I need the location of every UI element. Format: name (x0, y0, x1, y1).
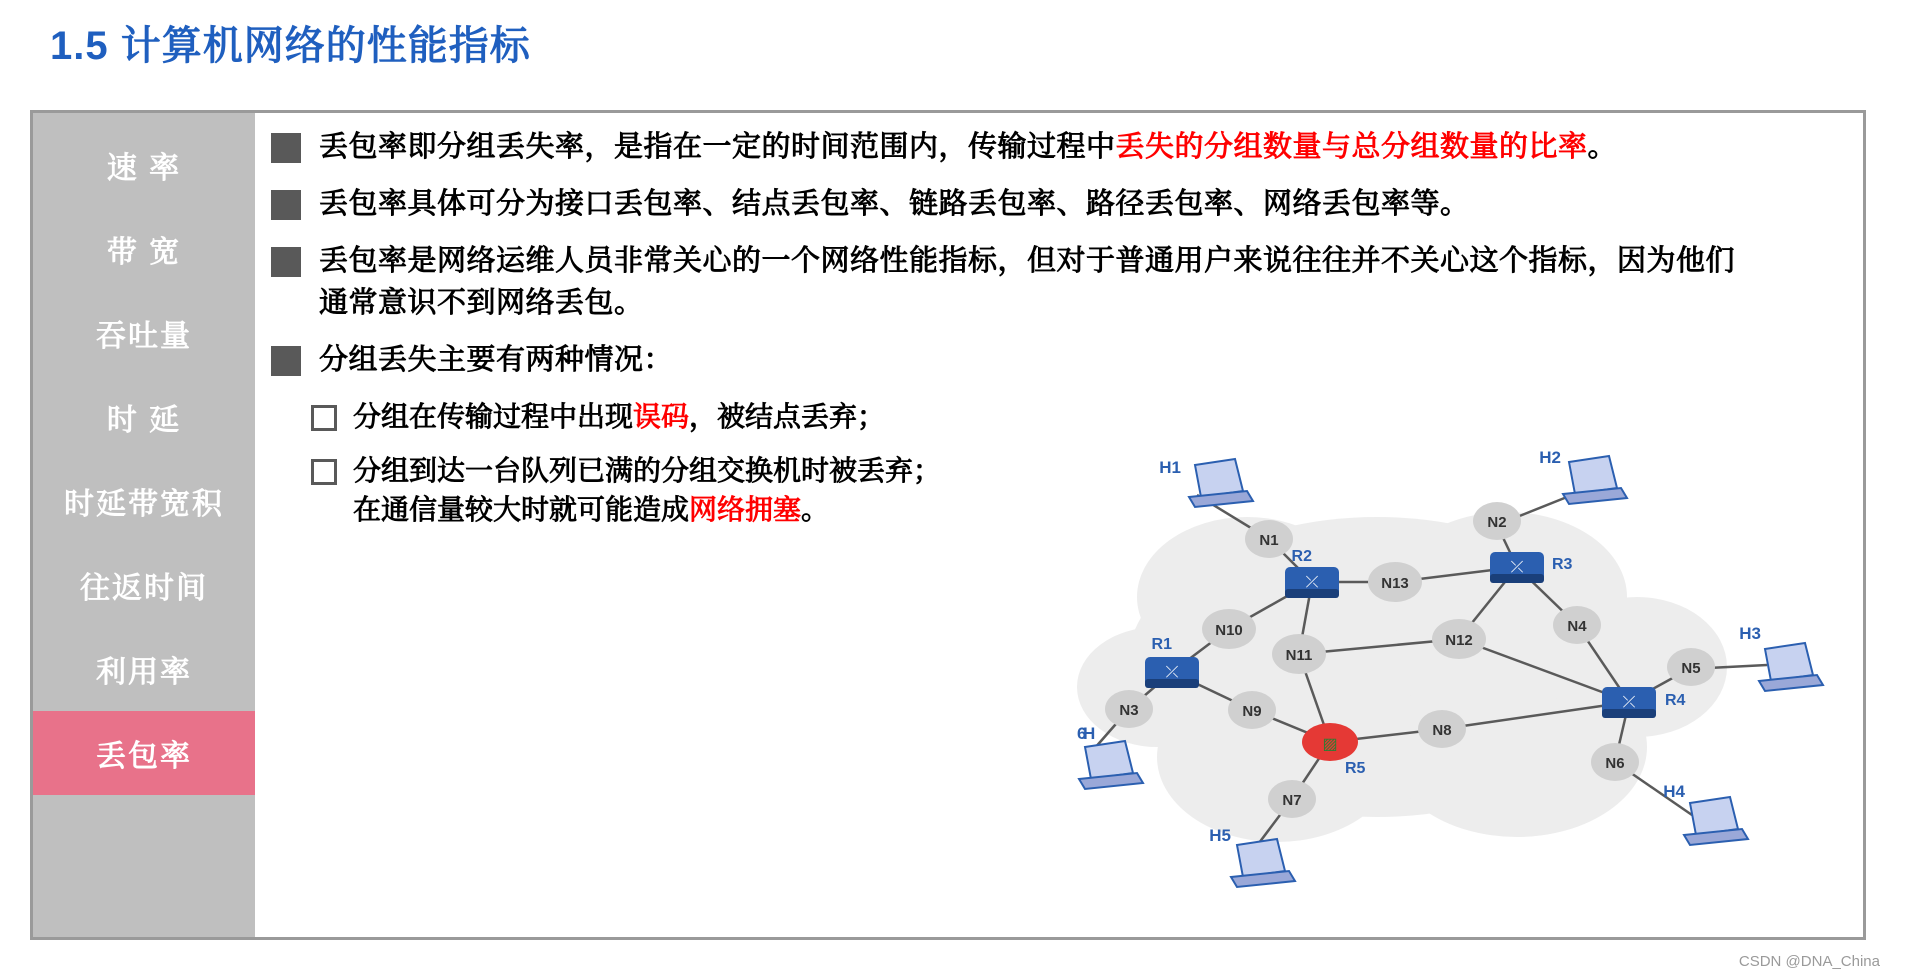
sub-text-2-part-2: 在通信量较大时就可能造成 (353, 494, 690, 526)
network-topology-diagram (1077, 417, 1857, 937)
bullet-text-1 (319, 127, 1617, 168)
sidebar (33, 113, 255, 937)
host-H3 (1739, 624, 1823, 691)
svg-text:N6: N6 (1605, 755, 1625, 772)
svg-text:N13: N13 (1381, 575, 1409, 592)
sidebar-item-rate[interactable]: 速 率 (106, 152, 182, 185)
bullet-text-4: 分组丢失主要有两种情况： (319, 343, 674, 376)
sub-text-1-part-1: 误码 (633, 400, 690, 432)
svg-text:H6: H6 (1077, 724, 1096, 743)
page-title: 1.5 计算机网络的性能指标 (50, 24, 531, 68)
sub-bullet-text-1 (353, 397, 885, 437)
svg-text:N4: N4 (1567, 618, 1587, 635)
svg-text:N2: N2 (1487, 514, 1507, 531)
svg-text:N8: N8 (1432, 722, 1452, 739)
bullet-item (271, 184, 1831, 225)
svg-text:R4: R4 (1665, 692, 1686, 709)
svg-text:▨: ▨ (1322, 736, 1338, 753)
svg-text:H5: H5 (1209, 826, 1231, 845)
svg-text:H2: H2 (1539, 448, 1561, 467)
svg-text:H3: H3 (1739, 624, 1761, 643)
svg-text:R2: R2 (1291, 548, 1312, 565)
sidebar-item-utilization[interactable]: 利用率 (96, 656, 192, 689)
bullet-text-3: 丢包率是网络运维人员非常关心的一个网络性能指标，但对于普通用户来说往往并不关心这个指标，因为他们通常意识不到网络丢包。 (319, 245, 1736, 319)
bullet-square-icon (271, 190, 301, 220)
sub-text-1-part-0: 分组在传输过程中出现 (353, 400, 634, 432)
svg-text:R1: R1 (1151, 636, 1172, 653)
svg-text:N11: N11 (1285, 647, 1313, 664)
sub-text-2-part-3: 网络拥塞 (689, 494, 802, 526)
sidebar-item-bandwidth[interactable]: 带 宽 (106, 236, 182, 269)
sub-text-2-part-0: 分组到达一台队列已满的分组交换机时被丢弃； (353, 454, 942, 486)
svg-text:N12: N12 (1445, 632, 1473, 649)
sidebar-item-delay-bandwidth-product[interactable]: 时延带宽积 (64, 488, 224, 521)
bullet-item (271, 340, 1831, 381)
bullet-item (271, 241, 1831, 323)
svg-text:H1: H1 (1159, 458, 1181, 477)
svg-text:R5: R5 (1345, 760, 1366, 777)
hollow-square-icon (311, 405, 337, 431)
svg-text:H4: H4 (1663, 782, 1685, 801)
host-H1 (1159, 458, 1253, 507)
bullet-item (271, 127, 1831, 168)
svg-text:N7: N7 (1282, 792, 1302, 809)
bullet-text-1-part-1: 丢失的分组数量与总分组数量的比率 (1115, 131, 1588, 163)
svg-text:N1: N1 (1259, 532, 1279, 549)
host-H4 (1663, 782, 1748, 845)
svg-text:⤫: ⤫ (1510, 559, 1524, 576)
svg-text:N5: N5 (1681, 660, 1701, 677)
bullet-square-icon (271, 133, 301, 163)
sidebar-item-packet-loss-rate[interactable]: 丢包率 (33, 711, 255, 795)
sidebar-item-round-trip-time[interactable]: 往返时间 (80, 572, 208, 605)
svg-text:N3: N3 (1119, 702, 1139, 719)
sidebar-item-throughput[interactable]: 吞吐量 (96, 320, 192, 353)
content-frame (30, 110, 1866, 940)
sub-bullet-text-2 (353, 451, 941, 531)
svg-text:N10: N10 (1215, 622, 1243, 639)
sidebar-item-delay[interactable]: 时 延 (106, 404, 182, 437)
host-H2 (1539, 448, 1627, 504)
bullet-text-1-part-2: 。 (1587, 131, 1618, 163)
svg-text:⤫: ⤫ (1165, 664, 1179, 681)
body-area (255, 113, 1863, 937)
svg-text:⤫: ⤫ (1305, 574, 1319, 591)
watermark: CSDN @DNA_China (1738, 953, 1880, 970)
hollow-square-icon (311, 459, 337, 485)
bullet-square-icon (271, 247, 301, 277)
sub-text-1-part-2: ，被结点丢弃； (689, 400, 886, 432)
bullet-square-icon (271, 346, 301, 376)
svg-text:⤫: ⤫ (1622, 694, 1636, 711)
bullet-text-2: 丢包率具体可分为接口丢包率、结点丢包率、链路丢包率、路径丢包率、网络丢包率等。 (319, 188, 1470, 221)
bullet-text-1-part-0: 丢包率即分组丢失率，是指在一定的时间范围内，传输过程中 (319, 131, 1116, 163)
svg-text:N9: N9 (1242, 703, 1262, 720)
sub-text-2-part-4: 。 (801, 494, 830, 526)
svg-text:R3: R3 (1552, 556, 1573, 573)
